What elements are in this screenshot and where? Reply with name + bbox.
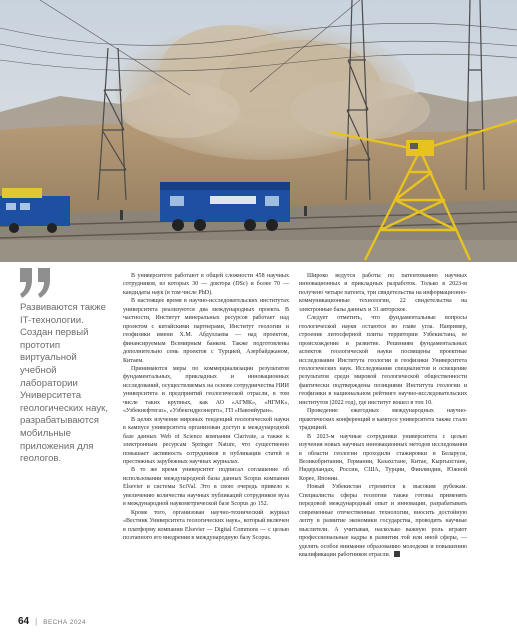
paragraph: В целях изучения мировых тенденций геологической науки в кампусе университета организован доступ к международной базе данных Web of Science компании Clarivate, а также к электронным ресурсам Springer Nature, что существенно повышает активность сотрудников в публикации статей в престижных зарубежных научных журналах.	[123, 416, 289, 465]
paragraph: Кроме того, организован научно-технический журнал «Вестник Университета геологических наук», который включен в платформу компании Elsevier — Digital Commons — с целью поэтапного его внедрения в международную базу Scopus.	[123, 509, 289, 542]
footer-separator: |	[35, 617, 38, 626]
paragraph: В университете работают в общей сложности 458 научных сотрудников, из которых 30 — доктора (DSc) и более 70 — кандидаты наук (в том числе PhD).	[123, 273, 289, 296]
paragraph: Проведение ежегодных международных научно-практических конференций в кампусе университета также стало традицией.	[299, 408, 467, 432]
paragraph-last-text: Новый Узбекистан стремится к высоким рубежам. Специалисты сферы геологии также готовы применять передовой международный опыт и инновации, разрабатывать современные отечественные технологии, вносить достойную лепту в развитие экономики государства, проводить научные мыслители. А учитывая, насколько важную роль играют профессиональные кадры в развитии той или иной сферы, — уделять особое внимание образованию молодежи и повышению квалификации работников отрасли.	[299, 484, 467, 558]
paragraph: Широко ведутся работы по патентованию научных инновационных и прикладных разработок. Только в 2023-м получено четыре патента, три свидетельства на информационно-коммуникационные технологии, 22 свидетельства на электронные базы данных и 31 авторское.	[299, 273, 467, 313]
railway-explosion-photo	[0, 0, 517, 262]
paragraph: В 2023-м научные сотрудники университета с целью изучения новых научных инновационных методов исследования в области геологии проходили стажировки в Беларуси, Великобритании, Германии, Казахстане, Китае, Кыргызстане, Нидерландах, России, США, Турции, Финляндии, Южной Корее, Японии.	[299, 433, 467, 482]
end-of-article-square-icon	[394, 551, 400, 557]
page-footer	[18, 616, 86, 630]
paragraph: В настоящее время в научно-исследовательских институтах университета реализуются два международных проекта. В частности, Институт минеральных ресурсов работает над проектом с китайскими партнерами, Институт геологии и геофизики имени Х.М. Абдуллаева — над проектом, финансируемым Всемирным банком. Также подготовлены дополнительно семь проектов с Турцией, Азербайджаном, Китаем.	[123, 298, 289, 364]
article-column-2	[299, 272, 467, 559]
hero-photo	[0, 0, 517, 262]
paragraph-last	[299, 483, 467, 559]
paragraph: Принимаются меры по коммерциализации результатов фундаментальных, прикладных и инновационных исследований, осуществляемых на основе сотрудничества НИИ университета и предприятий геологической отрасли, в том числе таких крупных, как АО «АГМК», «НГМК», «Узбекнефтегаз», «Узбекгидроэнерго», ГП «Навоийуран».	[123, 365, 289, 415]
article-column-1	[123, 272, 289, 543]
page-number: 64	[18, 616, 30, 627]
quote-mark-icon	[18, 266, 58, 300]
pull-quote-text: Развиваются также IT-технологии. Создан первый прототип виртуальной учебной лаборатории Университета геологических наук, разрабатываются мобильные приложения для геологов.	[20, 302, 108, 465]
issue-label: ВЕСНА 2024	[43, 619, 86, 626]
paragraph: В то же время университет подписал соглашение об использовании международной базы данных Scopus компании Elsevier и системы SciVal. Это в свою очередь привело к увеличению количества научных публикаций сотрудников вуза в международной наукометрической базе Scopus до 152.	[123, 467, 289, 508]
paragraph: Следует отметить, что фундаментальные вопросы геологической науки остаются во главе угла. Например, строение литосферной плиты территории Узбекистана, ее происхождение и развитие. Решениям фундаментальных аспектов геологической науки посвящены проектные исследования Института геологии и геофизики Университета геологических наук. Исследования специалистов и освещение результатов среди мировой геологической общественности фактически подтверждены позициями Института геологии и геофизики в национальном рейтинге научно-исследовательских институтов (2022 год), где институт вошел в топ 10.	[299, 315, 467, 406]
